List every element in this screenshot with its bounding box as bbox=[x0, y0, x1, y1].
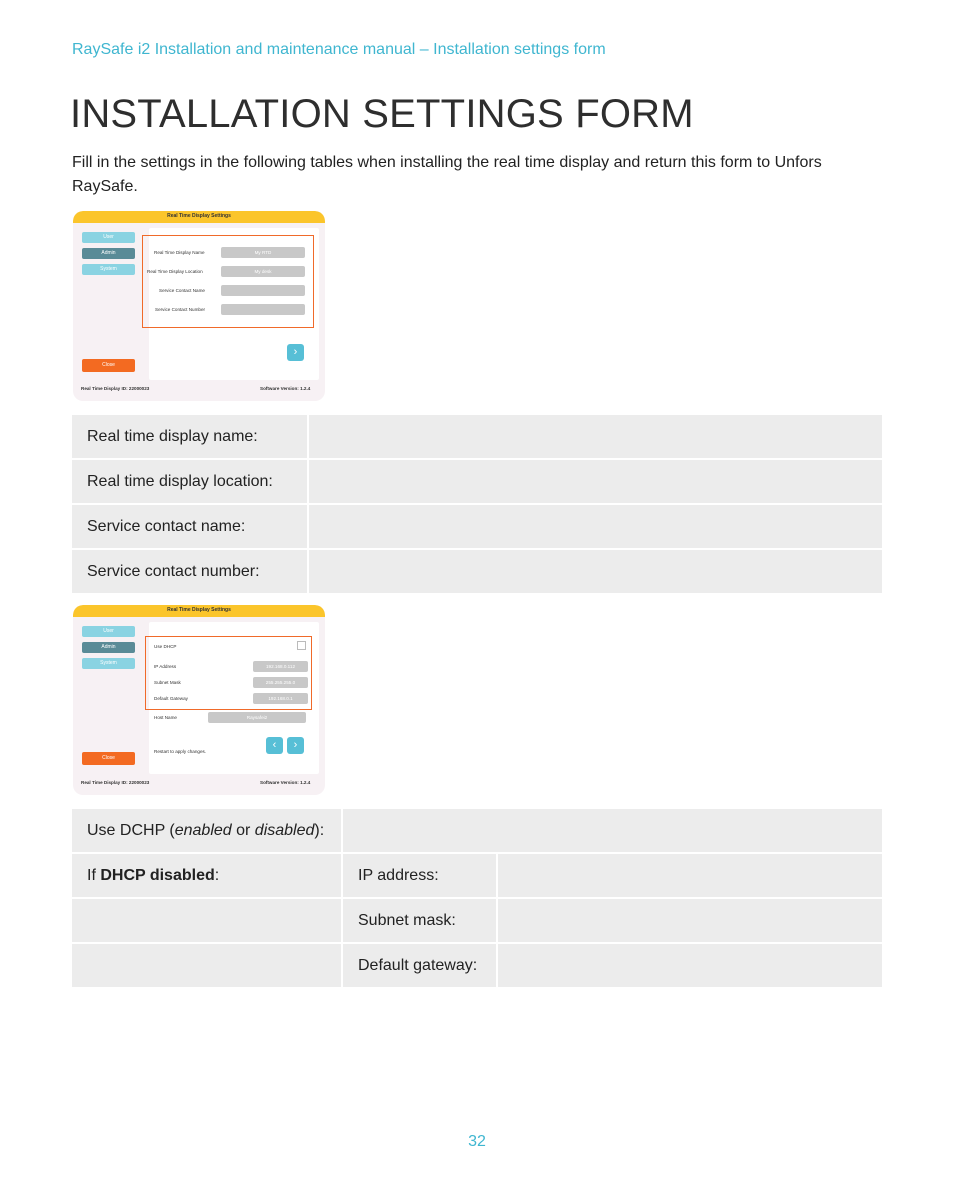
network-settings-table bbox=[72, 809, 882, 989]
dhcp-enabled-option: enabled bbox=[174, 821, 232, 839]
admin-button: Admin bbox=[82, 642, 135, 653]
window-title-bar: Real Time Display Settings bbox=[73, 605, 325, 617]
host-name-label: Host Name bbox=[154, 715, 177, 720]
chevron-right-icon: › bbox=[287, 737, 304, 754]
value-field[interactable] bbox=[309, 505, 882, 550]
row-label: Default gateway: bbox=[343, 944, 498, 989]
table-row bbox=[72, 415, 882, 460]
restart-text: Restart to apply changes. bbox=[154, 749, 207, 754]
use-dhcp-label: Use DHCP bbox=[154, 644, 177, 649]
field-label: Real Time Display Location bbox=[147, 269, 203, 274]
row-label: Service contact name: bbox=[72, 505, 309, 550]
field-label: Real Time Display Name bbox=[154, 250, 205, 255]
dhcp-label: Use DCHP (enabled or disabled): bbox=[72, 809, 343, 854]
page-number: 32 bbox=[468, 1133, 486, 1150]
row-label: IP address: bbox=[343, 854, 498, 899]
software-version: Software Version: 1.2.4 bbox=[260, 780, 311, 785]
value-field[interactable] bbox=[309, 460, 882, 505]
field-value: My desk bbox=[221, 266, 305, 277]
system-button: System bbox=[82, 264, 135, 275]
value-field[interactable] bbox=[498, 944, 882, 989]
field-value: My RTD bbox=[221, 247, 305, 258]
field-value: 255.255.255.0 bbox=[253, 677, 308, 688]
display-id: Real Time Display ID: 22000023 bbox=[81, 386, 150, 391]
user-button: User bbox=[82, 232, 135, 243]
intro-paragraph: Fill in the settings in the following tables when installing the real time display and return this form to Unfors RaySafe. bbox=[72, 154, 822, 195]
chevron-right-icon: › bbox=[287, 344, 304, 361]
table-row bbox=[72, 809, 882, 854]
host-name-value: Raysafei2 bbox=[208, 712, 306, 723]
value-field[interactable] bbox=[309, 415, 882, 460]
field-label: IP Address bbox=[154, 664, 177, 669]
table-row bbox=[72, 944, 882, 989]
dhcp-value-field[interactable] bbox=[343, 809, 882, 854]
if-dhcp-disabled-label: If DHCP disabled: bbox=[72, 854, 343, 899]
software-version: Software Version: 1.2.4 bbox=[260, 386, 311, 391]
field-value: 192.168.0.112 bbox=[253, 661, 308, 672]
dhcp-disabled-option: disabled bbox=[254, 821, 315, 839]
row-label: Real time display name: bbox=[72, 415, 309, 460]
admin-button: Admin bbox=[82, 248, 135, 259]
display-id: Real Time Display ID: 22000023 bbox=[81, 780, 150, 785]
value-field[interactable] bbox=[309, 550, 882, 595]
row-label: Real time display location: bbox=[72, 460, 309, 505]
table-row bbox=[72, 854, 882, 899]
table-row bbox=[72, 505, 882, 550]
row-label: Subnet mask: bbox=[343, 899, 498, 944]
user-button: User bbox=[82, 626, 135, 637]
field-label: Subnet Mask bbox=[154, 680, 181, 685]
empty-cell bbox=[72, 899, 343, 944]
rtd-settings-screenshot-1 bbox=[73, 211, 325, 401]
table-row bbox=[72, 899, 882, 944]
chevron-left-icon: ‹ bbox=[266, 737, 283, 754]
table-row bbox=[72, 550, 882, 595]
field-value bbox=[221, 285, 305, 296]
empty-cell bbox=[72, 944, 343, 989]
close-button: Close bbox=[82, 752, 135, 765]
page-title: INSTALLATION SETTINGS FORM bbox=[70, 92, 694, 136]
table-row bbox=[72, 460, 882, 505]
field-label: Default Gateway bbox=[154, 696, 188, 701]
row-label: Service contact number: bbox=[72, 550, 309, 595]
field-value: 192.168.0.1 bbox=[253, 693, 308, 704]
system-button: System bbox=[82, 658, 135, 669]
use-dhcp-checkbox bbox=[297, 641, 306, 650]
value-field[interactable] bbox=[498, 899, 882, 944]
running-head: RaySafe i2 Installation and maintenance manual – Installation settings form bbox=[72, 41, 606, 58]
field-label: Service Contact Number bbox=[155, 307, 206, 312]
close-button: Close bbox=[82, 359, 135, 372]
window-title-bar: Real Time Display Settings bbox=[73, 211, 325, 223]
value-field[interactable] bbox=[498, 854, 882, 899]
field-label: Service Contact Name bbox=[159, 288, 205, 293]
rtd-settings-table bbox=[72, 415, 882, 595]
field-value bbox=[221, 304, 305, 315]
rtd-settings-screenshot-2 bbox=[73, 605, 325, 795]
